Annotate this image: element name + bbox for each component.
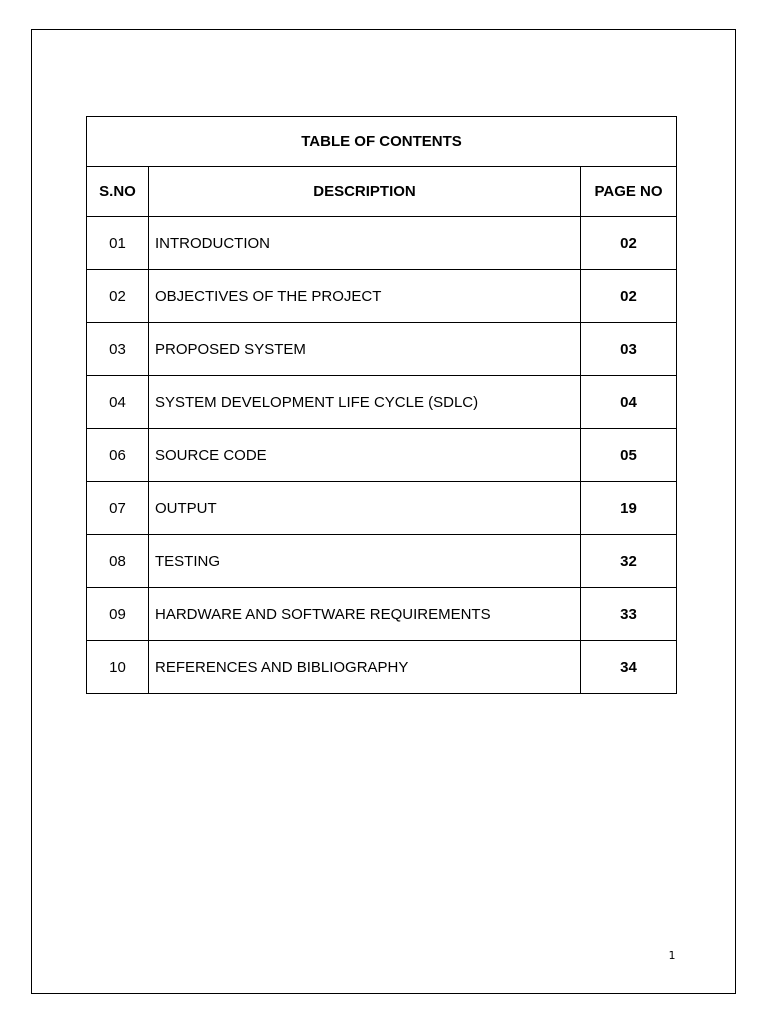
table-row	[87, 323, 677, 376]
table-row	[87, 641, 677, 694]
row-description: OUTPUT	[149, 482, 581, 535]
row-description: SOURCE CODE	[149, 429, 581, 482]
row-description: SYSTEM DEVELOPMENT LIFE CYCLE (SDLC)	[149, 376, 581, 429]
row-sno: 07	[87, 482, 149, 535]
row-page-number: 32	[581, 535, 677, 588]
table-row	[87, 482, 677, 535]
header-sno: S.NO	[87, 167, 149, 217]
row-sno: 08	[87, 535, 149, 588]
row-sno: 02	[87, 270, 149, 323]
table-row	[87, 535, 677, 588]
toc-body	[87, 217, 677, 694]
table-row	[87, 588, 677, 641]
row-description: INTRODUCTION	[149, 217, 581, 270]
table-row	[87, 270, 677, 323]
toc-title: TABLE OF CONTENTS	[87, 117, 677, 167]
row-page-number: 02	[581, 217, 677, 270]
row-sno: 09	[87, 588, 149, 641]
row-page-number: 34	[581, 641, 677, 694]
row-sno: 04	[87, 376, 149, 429]
row-page-number: 19	[581, 482, 677, 535]
header-page-no: PAGE NO	[581, 167, 677, 217]
table-row	[87, 376, 677, 429]
table-of-contents	[86, 116, 677, 694]
row-page-number: 04	[581, 376, 677, 429]
row-sno: 03	[87, 323, 149, 376]
row-page-number: 33	[581, 588, 677, 641]
table-row	[87, 217, 677, 270]
row-page-number: 05	[581, 429, 677, 482]
row-description: OBJECTIVES OF THE PROJECT	[149, 270, 581, 323]
row-sno: 01	[87, 217, 149, 270]
row-description: REFERENCES AND BIBLIOGRAPHY	[149, 641, 581, 694]
row-page-number: 03	[581, 323, 677, 376]
table-row	[87, 429, 677, 482]
row-page-number: 02	[581, 270, 677, 323]
page-number: 1	[668, 949, 676, 962]
header-description: DESCRIPTION	[149, 167, 581, 217]
row-sno: 10	[87, 641, 149, 694]
row-description: TESTING	[149, 535, 581, 588]
row-description: PROPOSED SYSTEM	[149, 323, 581, 376]
row-sno: 06	[87, 429, 149, 482]
row-description: HARDWARE AND SOFTWARE REQUIREMENTS	[149, 588, 581, 641]
